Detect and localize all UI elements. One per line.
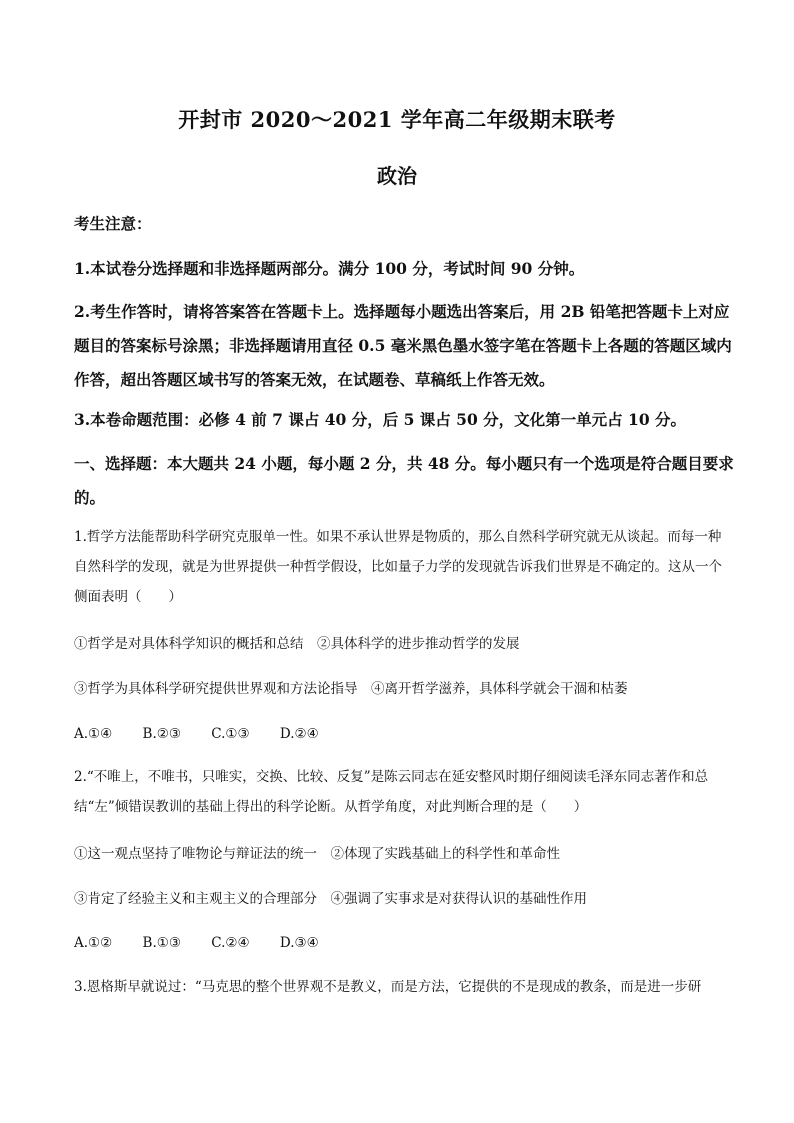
notice-item-1: 1.本试卷分选择题和非选择题两部分。满分 100 分，考试时间 90 分钟。 [74, 259, 585, 278]
notice-heading: 考生注意： [74, 214, 152, 233]
question-2-choices [74, 931, 734, 955]
notice-item-2: 2.考生作答时，请将答案答在答题卡上。选择题每小题选出答案后，用 2B 铅笔把答题卡上对应题目的答案标号涂黑；非选择题请用直径 0.5 毫米黑色墨水签字笔在答题卡上各题的答题区域内作答，超出答题区域书写的答案无效，在试题卷、草稿纸上作答无效。 [74, 302, 732, 389]
choice-d[interactable]: D.③④ [279, 935, 319, 951]
choice-a[interactable]: A.①② [74, 935, 113, 951]
choice-d[interactable]: D.②④ [279, 726, 319, 742]
exam-title: 开封市 2020～2021 学年高二年级期末联考 [178, 107, 616, 132]
question-2-stem: 2.“不唯上，不唯书，只唯实，交换、比较、反复”是陈云同志在延安整风时期仔细阅读毛泽东同志著作和总结“左”倾错误教训的基础上得出的科学论断。从哲学角度，对此判断合理的是（ ） [74, 769, 709, 815]
question-1-statements-a: ①哲学是对具体科学知识的概括和总结 ②具体科学的进步推动哲学的发展 [74, 636, 520, 652]
notice-item-3: 3.本卷命题范围：必修 4 前 7 课占 40 分，后 5 课占 50 分，文化第一单元占 10 分。 [74, 410, 687, 429]
subject-title: 政治 [377, 164, 417, 188]
choice-a[interactable]: A.①④ [74, 726, 113, 742]
question-1-statements-b: ③哲学为具体科学研究提供世界观和方法论指导 ④离开哲学滋养，具体科学就会干涸和枯萎 [74, 681, 628, 697]
choice-c[interactable]: C.②④ [211, 935, 250, 951]
question-2-statements-b: ③肯定了经验主义和主观主义的合理部分 ④强调了实事求是对获得认识的基础性作用 [74, 891, 587, 907]
section-heading: 一、选择题：本大题共 24 小题，每小题 2 分，共 48 分。每小题只有一个选项是符合题目要求的。 [74, 454, 734, 507]
question-2-statements-a: ①这一观点坚持了唯物论与辩证法的统一 ②体现了实践基础上的科学性和革命性 [74, 846, 560, 862]
choice-b[interactable]: B.②③ [142, 726, 181, 742]
question-1-choices [74, 722, 734, 746]
question-1-stem: 1.哲学方法能帮助科学研究克服单一性。如果不承认世界是物质的，那么自然科学研究就无从谈起。而每一种自然科学的发现，就是为世界提供一种哲学假设，比如量子力学的发现就告诉我们世界是不确定的。这从一个侧面表明（ ） [74, 529, 722, 605]
question-3-stem: 3.恩格斯早就说过：“马克思的整个世界观不是教义，而是方法，它提供的不是现成的教条，而是进一步研 [74, 979, 702, 995]
choice-c[interactable]: C.①③ [211, 726, 250, 742]
choice-b[interactable]: B.①③ [142, 935, 181, 951]
